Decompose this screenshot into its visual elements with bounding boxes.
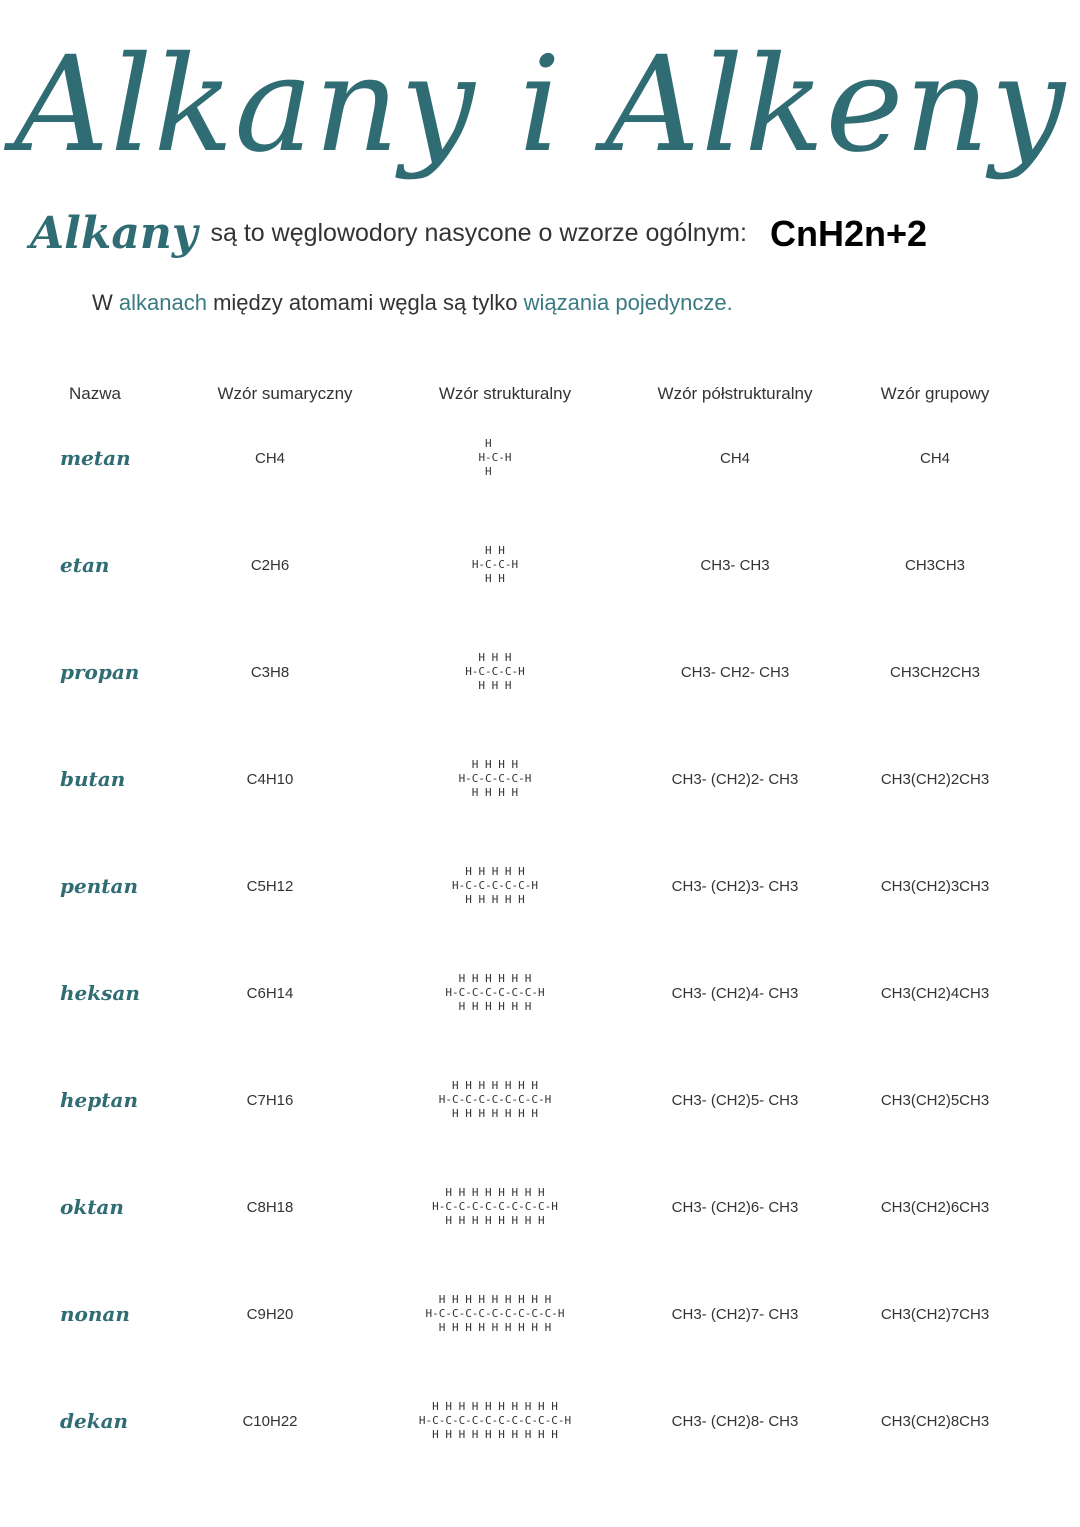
note-part-4: wiązania pojedyncze. xyxy=(523,290,733,315)
formula-semi: CH4 xyxy=(719,449,750,467)
page-title: Alkany i Alkeny xyxy=(13,28,1067,182)
formula-sum: CH4 xyxy=(254,449,285,467)
formula-semi: CH3- CH3 xyxy=(700,556,770,574)
table-row xyxy=(0,940,1080,1046)
formula-group: CH4 xyxy=(919,449,950,467)
formula-group: CH3(CH2)5CH3 xyxy=(880,1091,990,1109)
formula-sum: C9H20 xyxy=(246,1305,294,1323)
formula-sum: C7H16 xyxy=(246,1091,294,1109)
alkane-name: dekan xyxy=(60,1409,129,1433)
formula-sum: C2H6 xyxy=(250,556,290,574)
formula-semi: CH3- (CH2)7- CH3 xyxy=(671,1305,799,1323)
formula-group: CH3(CH2)4CH3 xyxy=(880,984,990,1002)
formula-group: CH3(CH2)2CH3 xyxy=(880,770,990,788)
formula-semi: CH3- (CH2)8- CH3 xyxy=(671,1412,799,1430)
alkane-name: heptan xyxy=(60,1088,138,1112)
alkane-name: etan xyxy=(60,553,110,577)
formula-sum: C5H12 xyxy=(246,877,294,895)
formula-struct xyxy=(330,940,660,1046)
note-part-1: W xyxy=(92,290,119,315)
formula-semi: CH3- (CH2)6- CH3 xyxy=(671,1198,799,1216)
note-part-2: alkanach xyxy=(118,290,207,315)
structural-formula: H H H H H H H H H H-C-C-C-C-C-C-C-C-C-H H H H H H H H H H xyxy=(425,1293,565,1334)
formula-sum: C4H10 xyxy=(246,770,294,788)
table-row xyxy=(0,512,1080,618)
alkane-name: propan xyxy=(60,660,140,684)
structural-formula: H H H H-C-C-C-H H H H xyxy=(465,651,525,692)
formula-semi: CH3- CH2- CH3 xyxy=(680,663,790,681)
alkane-name: nonan xyxy=(60,1302,130,1326)
structural-formula: H H H H H H H H H H H-C-C-C-C-C-C-C-C-C-C-H H H H H H H H H H H xyxy=(418,1400,572,1441)
formula-sum: C10H22 xyxy=(242,1412,298,1430)
table-row xyxy=(0,1368,1080,1474)
general-formula: CnH2n+2 xyxy=(769,212,928,254)
formula-struct xyxy=(330,1261,660,1367)
table-row xyxy=(0,726,1080,832)
header-sum: Wzór sumaryczny xyxy=(217,384,353,403)
header-group: Wzór grupowy xyxy=(880,384,990,403)
header-struct: Wzór strukturalny xyxy=(438,384,572,403)
formula-semi: CH3- (CH2)2- CH3 xyxy=(671,770,799,788)
formula-struct xyxy=(330,1047,660,1153)
definition-text: są to węglowodory nasycone o wzorze ogólnym: xyxy=(210,219,747,247)
formula-group: CH3(CH2)3CH3 xyxy=(880,877,990,895)
formula-struct xyxy=(330,512,660,618)
alkane-name: oktan xyxy=(60,1195,124,1219)
bond-note xyxy=(92,290,992,324)
table-row xyxy=(0,405,1080,511)
formula-semi: CH3- (CH2)4- CH3 xyxy=(671,984,799,1002)
formula-group: CH3CH2CH3 xyxy=(889,663,981,681)
formula-group: CH3(CH2)8CH3 xyxy=(880,1412,990,1430)
alkane-name: metan xyxy=(60,446,131,470)
formula-struct xyxy=(330,619,660,725)
formula-group: CH3(CH2)7CH3 xyxy=(880,1305,990,1323)
table-row xyxy=(0,833,1080,939)
formula-semi: CH3- (CH2)3- CH3 xyxy=(671,877,799,895)
table-row xyxy=(0,1154,1080,1260)
formula-struct xyxy=(330,833,660,939)
formula-struct xyxy=(330,726,660,832)
definition-term: Alkany xyxy=(30,208,198,259)
formula-struct xyxy=(330,1154,660,1260)
note-part-3: między atomami węgla są tylko xyxy=(206,290,524,315)
table-row xyxy=(0,1047,1080,1153)
alkane-name: butan xyxy=(60,767,126,791)
structural-formula: H H H H H H H-C-C-C-C-C-C-H H H H H H H xyxy=(445,972,545,1013)
formula-sum: C8H18 xyxy=(246,1198,294,1216)
formula-struct xyxy=(330,405,660,511)
alkane-name: heksan xyxy=(60,981,140,1005)
structural-formula: H H H-C-C-H H H xyxy=(471,544,519,585)
structural-formula: H H H H H H-C-C-C-C-C-H H H H H H xyxy=(451,865,539,906)
formula-semi: CH3- (CH2)5- CH3 xyxy=(671,1091,799,1109)
header-name: Nazwa xyxy=(69,384,121,403)
formula-sum: C6H14 xyxy=(246,984,294,1002)
formula-struct xyxy=(330,1368,660,1474)
formula-sum: C3H8 xyxy=(250,663,290,681)
structural-formula: H H H H H H H H H-C-C-C-C-C-C-C-C-H H H H H H H H H xyxy=(432,1186,558,1227)
alkane-definition xyxy=(30,208,1050,268)
structural-formula: H H-C-H H xyxy=(478,437,512,478)
alkane-name: pentan xyxy=(60,874,138,898)
structural-formula: H H H H H H H H-C-C-C-C-C-C-C-H H H H H H H H xyxy=(438,1079,552,1120)
formula-group: CH3CH3 xyxy=(904,556,965,574)
header-semi: Wzór półstrukturalny xyxy=(657,384,813,403)
structural-formula: H H H H H-C-C-C-C-H H H H H xyxy=(458,758,532,799)
table-row xyxy=(0,619,1080,725)
formula-group: CH3(CH2)6CH3 xyxy=(880,1198,990,1216)
table-row xyxy=(0,1261,1080,1367)
